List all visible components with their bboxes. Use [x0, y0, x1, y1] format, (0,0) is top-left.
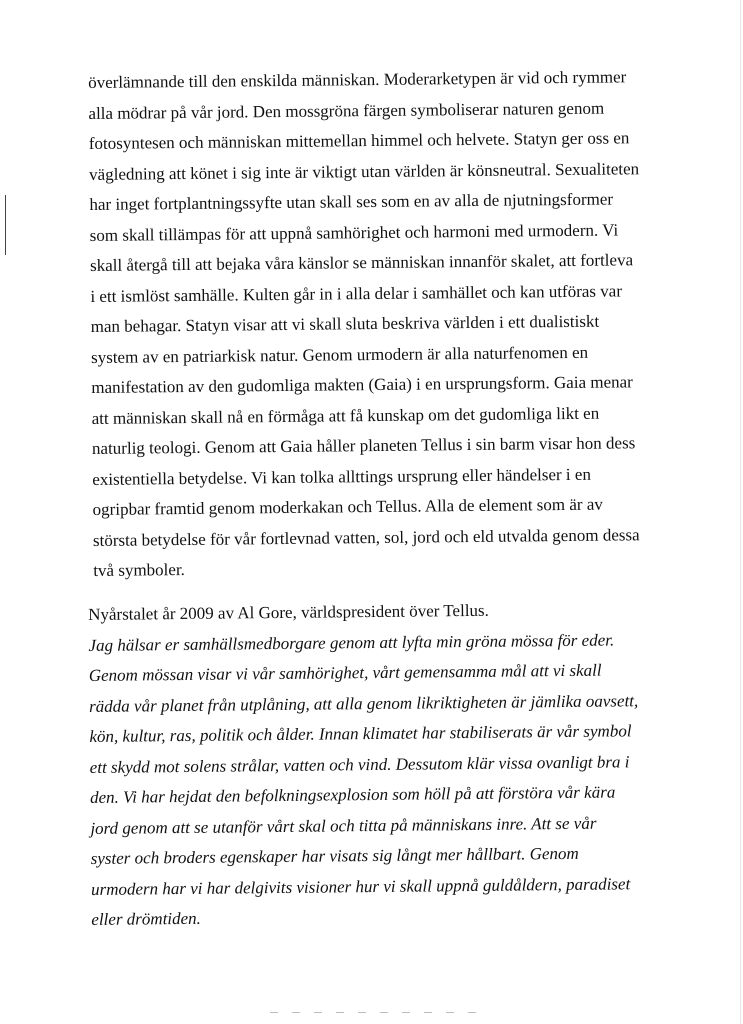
- text-line: överlämnande till den enskilda människan. Moderarketypen är vid och rymmer: [88, 67, 627, 92]
- speech-line: rädda vår planet från utplåning, att alla genom likriktigheten är jämlika oavsett,: [89, 690, 639, 716]
- speech-line: eller drömtiden.: [91, 908, 201, 929]
- text-line: alla mödrar på vår jord. Den mossgröna färgen symboliserar naturen genom: [88, 98, 605, 123]
- speech-line: ett skydd mot solens strålar, vatten och vind. Dessutom klär vissa ovanligt bra i: [89, 751, 630, 777]
- body-paragraph: [88, 62, 653, 586]
- text-line: största betydelse för vår fortlevnad vatten, sol, jord och eld utvalda genom dessa: [92, 524, 640, 550]
- speech-line: den. Vi har hejdat den befolkningsexplosion som höll på att förstöra vår kära: [89, 782, 616, 807]
- text-line: system av en patriarkisk natur. Genom urmodern är alla naturfenomen en: [90, 342, 589, 367]
- speech-section: [88, 594, 651, 935]
- scan-edge-mark: [5, 195, 6, 255]
- text-line: har inget fortplantningssyfte utan skall ses som en av alla de njutningsformer: [89, 189, 614, 214]
- speech-line: Genom mössan visar vi vår samhörighet, vårt gemensamma mål att vi skall: [88, 660, 602, 685]
- text-line: vägledning att könet i sig inte är viktigt utan världen är könsneutral. Sexualiteten: [89, 158, 640, 184]
- scan-edge-shadow: [740, 0, 741, 1024]
- speech-line: Jag hälsar er samhällsmedborgare genom att lyfta min gröna mössa för eder.: [88, 629, 615, 655]
- text-line: som skall tillämpas för att uppnå samhörighet och harmoni med urmodern. Vi: [89, 219, 619, 245]
- text-line: fotosyntesen och människan mittemellan himmel och helvete. Statyn ger oss en: [88, 128, 630, 153]
- text-line: ogripbar framtid genom moderkakan och Tellus. Alla de element som är av: [92, 494, 603, 519]
- text-line: manifestation av den gudomliga makten (Gaia) i en ursprungsform. Gaia menar: [91, 372, 633, 397]
- speech-line: syster och broders egenskaper har visats sig långt mer hållbart. Genom: [90, 843, 579, 868]
- speech-line: urmodern har vi har delgivits visioner hur vi skall uppnå guldåldern, paradiset: [90, 873, 631, 899]
- text-line: i ett ismlöst samhälle. Kulten går in i alla delar i samhället och kan utföras var: [90, 280, 623, 306]
- speech-heading: Nyårstalet år 2009 av Al Gore, världspresident över Tellus.: [88, 600, 489, 624]
- scan-bottom-marks: [270, 1012, 490, 1013]
- text-line: skall återgå till att bejaka våra känslor se människan innanför skalet, att fortleva: [89, 250, 634, 275]
- text-line: naturlig teologi. Genom att Gaia håller planeten Tellus i sin barm visar hon dess: [91, 433, 636, 458]
- text-line: man behagar. Statyn visar att vi skall sluta beskriva världen i ett dualistiskt: [90, 311, 600, 336]
- text-line: existentiella betydelse. Vi kan tolka allttings ursprung eller händelser i en: [92, 464, 592, 489]
- text-line: två symboler.: [93, 560, 185, 580]
- speech-line: jord genom att se utanför vårt skal och titta på människans inre. Att se vår: [90, 813, 597, 838]
- speech-line: kön, kultur, ras, politik och ålder. Innan klimatet har stabiliserats är vår symbol: [89, 721, 632, 746]
- text-line: att människan skall nå en förmåga att få kunskap om det gudomliga likt en: [91, 403, 600, 428]
